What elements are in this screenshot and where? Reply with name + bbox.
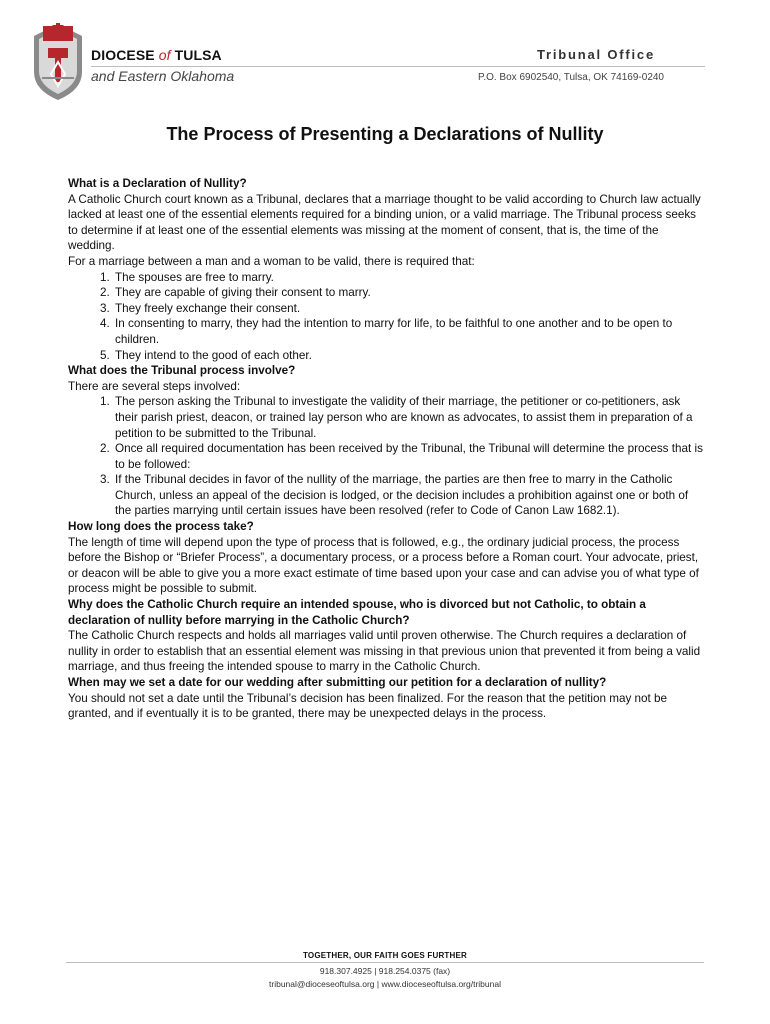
page-title: The Process of Presenting a Declarations of Nullity xyxy=(166,124,604,144)
list-item: 1. The spouses are free to marry. xyxy=(113,270,703,286)
list-item: 2. Once all required documentation has been received by the Tribunal, the Tribunal will determine the process that is to be followed: xyxy=(113,441,703,472)
paragraph: The Catholic Church respects and holds all marriages valid until proven otherwise. The Church requires a declaration of nullity in order to establish that an essential element was missing in that previous union that prevented it from being a valid marriage, and thus freeing the intended spouse to marry in the Catholic Church. xyxy=(68,629,701,674)
list-item: 2. They are capable of giving their consent to marry. xyxy=(113,285,703,301)
footer-phone: 918.307.4925 | 918.254.0375 (fax) xyxy=(319,966,451,976)
list-item: 3. They freely exchange their consent. xyxy=(113,301,703,317)
diocese-name xyxy=(91,47,222,63)
question-heading: When may we set a date for our wedding after submitting our petition for a declaration of nullity? xyxy=(68,676,607,689)
list-item: 1. The person asking the Tribunal to investigate the validity of their marriage, the petitioner or co-petitioners, ask their parish priest, deacon, or trained lay person who are known as advocates, to assist them in preparation of a petition to be submitted to the Tribunal. xyxy=(113,394,703,441)
office-address: P.O. Box 6902540, Tulsa, OK 74169-0240 xyxy=(477,72,664,83)
diocese-word: DIOCESE xyxy=(91,47,155,63)
question-heading: What is a Declaration of Nullity? xyxy=(68,177,247,190)
diocese-subtitle: and Eastern Oklahoma xyxy=(91,68,235,84)
steps-list xyxy=(68,394,703,519)
header-divider xyxy=(91,66,705,67)
diocese-seal-logo xyxy=(30,22,86,102)
question-heading: How long does the process take? xyxy=(68,520,254,534)
footer-contact: tribunal@dioceseoftulsa.org | www.dioceseoftulsa.org/tribunal xyxy=(269,979,501,989)
paragraph: The length of time will depend upon the type of process that is followed, e.g., the ordinary judicial process, the process before the Bishop or “Briefer Process”, a documentary process, or a process before a Roman court. Your advocate, priest, or deacon will be able to give you a more exact estimate of time based upon your case and can advise you of what type of process might be possible to submit. xyxy=(68,535,699,596)
paragraph: There are several steps involved: xyxy=(68,379,241,393)
question-heading: Why does the Catholic Church require an intended spouse, who is divorced but not Catholic, to obtain a declaration of nullity before marrying in the Catholic Church? xyxy=(68,598,646,627)
paragraph: For a marriage between a man and a woman to be valid, there is required that: xyxy=(68,254,475,268)
list-item: 5. They intend to the good of each other. xyxy=(113,348,703,364)
document-body xyxy=(68,176,703,722)
office-name: Tribunal Office xyxy=(536,47,655,62)
footer-tagline: TOGETHER, OUR FAITH GOES FURTHER xyxy=(302,951,468,960)
question-heading: What does the Tribunal process involve? xyxy=(68,364,296,378)
footer-divider xyxy=(66,962,704,963)
diocese-tulsa: TULSA xyxy=(174,47,222,63)
list-item: 3. If the Tribunal decides in favor of the nullity of the marriage, the parties are then free to marry in the Catholic Church, unless an appeal of the decision is lodged, or the decision includes a prohibition against one or both of the parties marrying until certain issues have been resolved (refer to Code of Canon Law 1682.1). xyxy=(113,472,703,519)
paragraph: A Catholic Church court known as a Tribunal, declares that a marriage thought to be valid according to Church law actually lacked at least one of the essential elements required for a binding union, or a valid marriage. The Tribunal process seeks to determine if at least one of the essential elements was missing at the moment of consent, that is, the time of the wedding. xyxy=(68,192,701,253)
requirements-list xyxy=(68,270,703,364)
diocese-of: of xyxy=(158,47,171,63)
list-item: 4. In consenting to marry, they had the intention to marry for life, to be faithful to one another and to be open to children. xyxy=(113,316,703,347)
paragraph: You should not set a date until the Tribunal’s decision has been finalized. For the reason that the petition may not be granted, and if eventually it is to be granted, there may be unexpected delays in the process. xyxy=(68,691,668,721)
